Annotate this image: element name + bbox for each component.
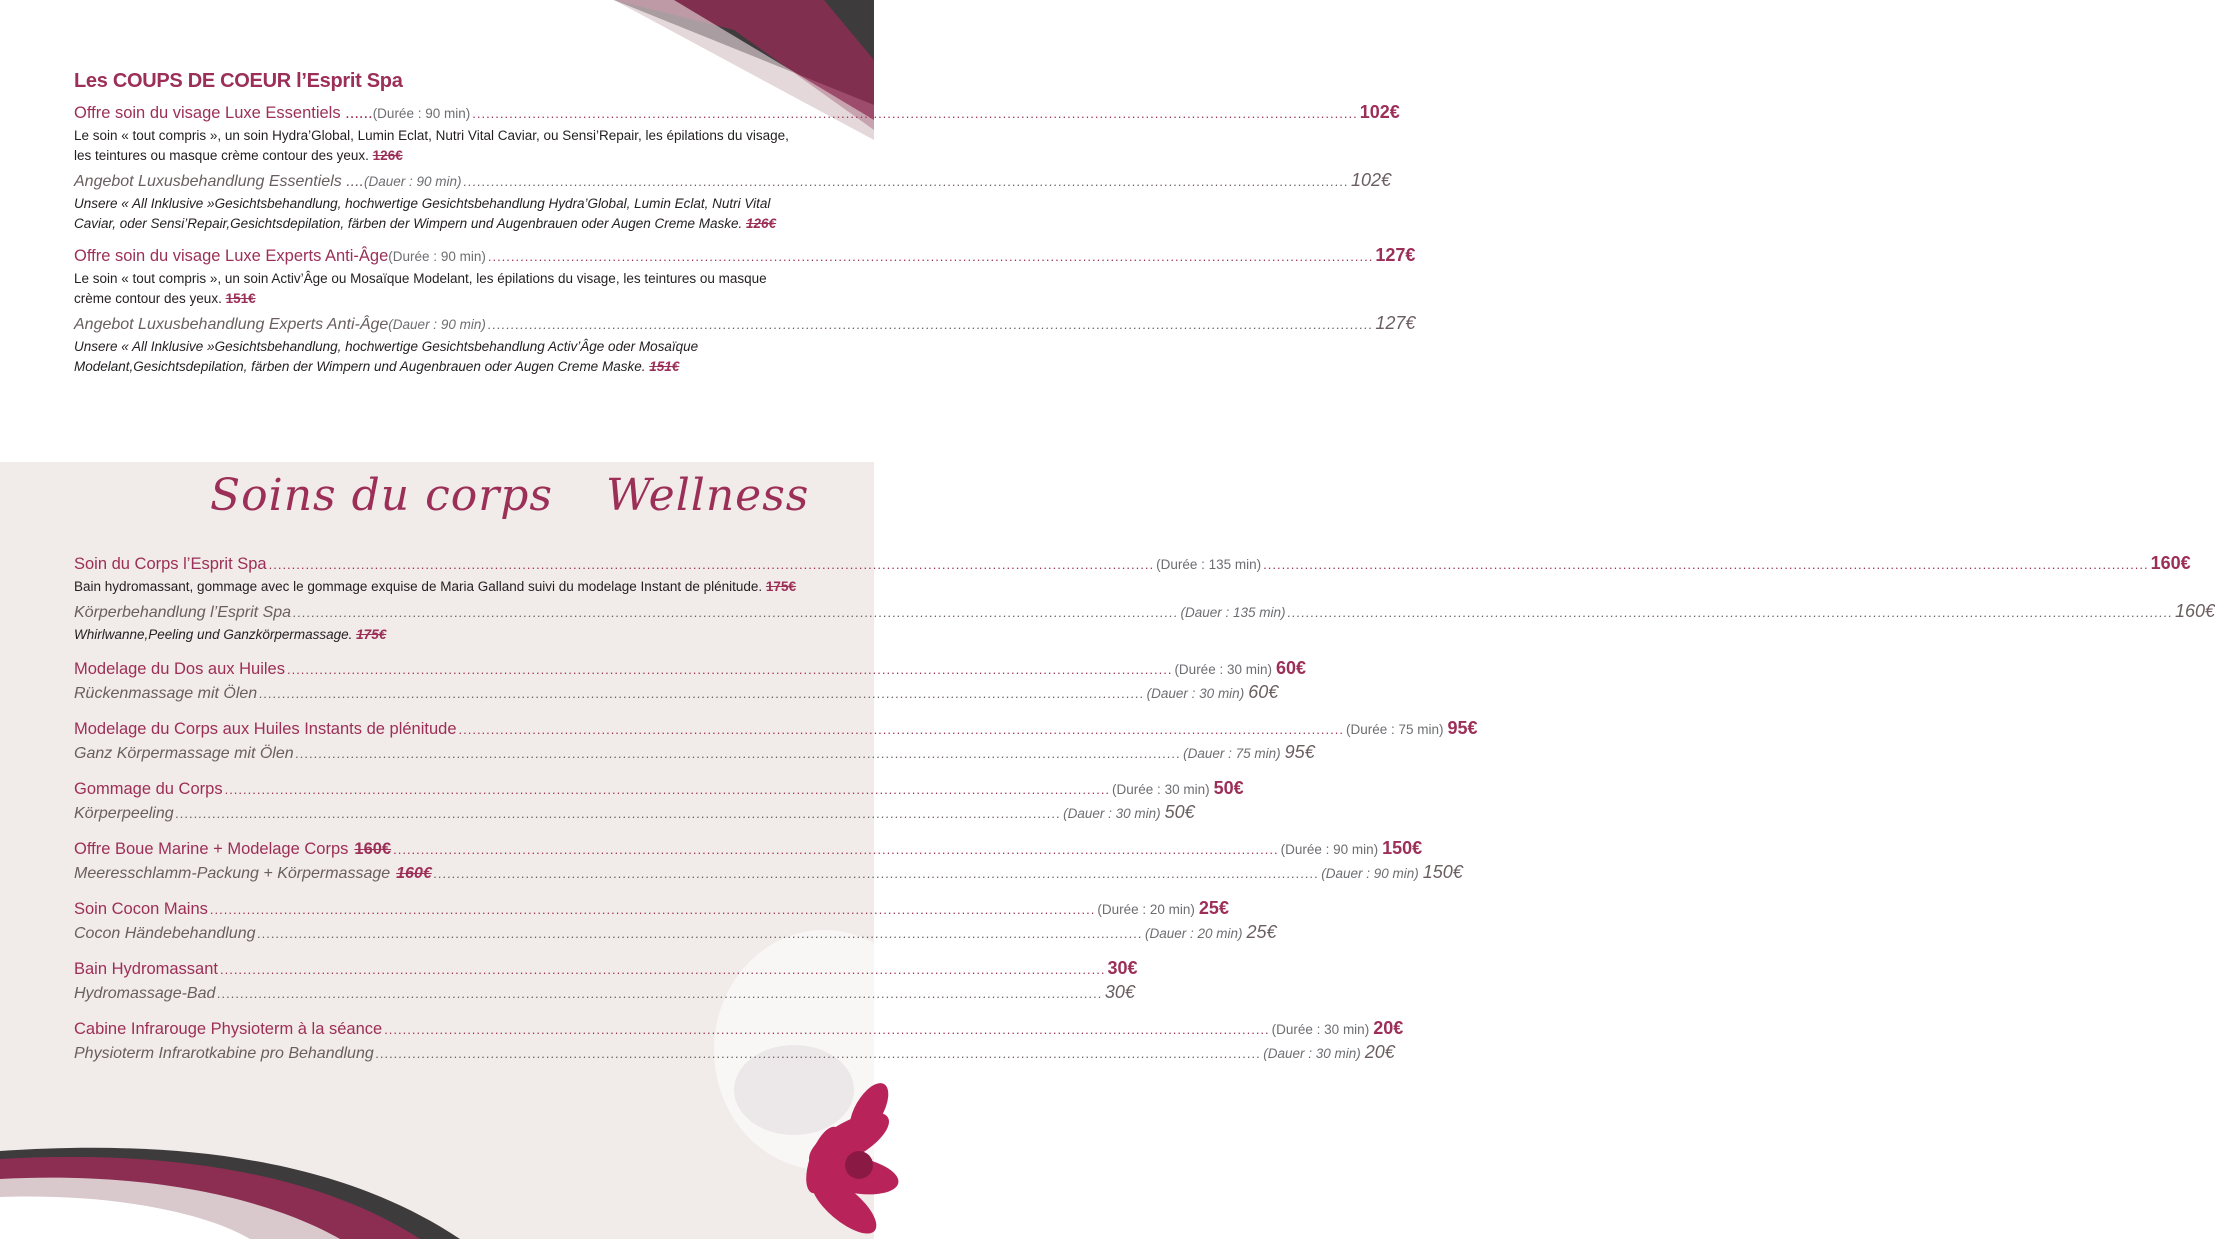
leader-dots	[259, 683, 1144, 705]
list-item	[74, 837, 1463, 885]
leader-dots	[287, 659, 1172, 681]
item-duration: (Dauer : 20 min)	[1144, 926, 1243, 941]
leader-dots	[293, 602, 1178, 624]
item-price: 95€	[1284, 742, 1315, 762]
item-duration: (Dauer : 30 min)	[1146, 686, 1245, 701]
leader-dots	[393, 839, 1278, 861]
old-price: 151€	[649, 359, 680, 374]
item-name: Bain Hydromassant	[74, 960, 218, 978]
leader-dots	[220, 959, 1105, 981]
price-line-de	[74, 801, 1195, 825]
price-line-de	[74, 681, 1279, 705]
item-duration: (Durée : 20 min)	[1097, 902, 1195, 917]
leader-dots	[376, 1043, 1261, 1065]
price-line-de	[74, 169, 1392, 193]
item-name: Soin Cocon Mains	[74, 900, 208, 918]
item-price: 102€	[1359, 102, 1400, 122]
item-price: 60€	[1275, 658, 1307, 678]
item-description-de: Unsere « All Inklusive »Gesichtsbehandlung, hochwertige Gesichtsbehandlung Hydra’Global, Lumin Eclat, Nutri Vital Caviar, oder Sensi’Repair,Gesichtsdepilation, färben der Wimpern und Augenbrauen oder Augen Creme Maske. 126€	[74, 196, 777, 231]
item-price: 150€	[1422, 862, 1463, 882]
item-price: 50€	[1213, 778, 1244, 798]
leader-dots	[464, 171, 1349, 193]
item-price: 150€	[1382, 838, 1423, 858]
old-price: 160€	[354, 840, 392, 858]
price-line-de	[74, 312, 1416, 336]
price-line-fr	[74, 777, 1244, 801]
item-duration: (Dauer : 75 min)	[1183, 746, 1281, 761]
item-name: Körperpeeling	[74, 805, 174, 822]
price-line-fr	[74, 957, 1138, 981]
item-name: Soin du Corps l’Esprit Spa	[74, 555, 267, 573]
item-name: Meeresschlamm-Packung + Körpermassage	[74, 865, 391, 882]
item-duration: (Dauer : 30 min)	[1063, 806, 1161, 821]
leader-dots	[472, 103, 1357, 125]
item-price: 25€	[1246, 922, 1277, 942]
item-name: Offre soin du visage Luxe Experts Anti-Âge	[74, 247, 389, 265]
item-duration: (Durée : 30 min)	[1112, 782, 1210, 797]
item-duration: (Dauer : 90 min)	[388, 317, 486, 332]
old-price: 126€	[372, 148, 403, 163]
old-price: 160€	[396, 865, 432, 882]
list-item	[74, 777, 1244, 825]
list-item	[74, 957, 1138, 1005]
price-line-de	[74, 1041, 1395, 1065]
corner-ribbon-bottom	[0, 1119, 874, 1239]
body-items	[74, 657, 1478, 1065]
leader-dots	[225, 779, 1110, 801]
price-line-de	[74, 921, 1277, 945]
item-name: Modelage du Dos aux Huiles	[74, 660, 285, 678]
list-item	[74, 897, 1277, 945]
item-price: 30€	[1104, 982, 1135, 1002]
item-description-fr: Le soin « tout compris », un soin Hydra’Global, Lumin Eclat, Nutri Vital Caviar, ou Sensi’Repair, les épilations du visage, les teintures ou masque crème contour des yeux. 126€	[74, 128, 789, 163]
item-price: 30€	[1107, 958, 1138, 978]
item-price: 160€	[2150, 553, 2191, 573]
item-price: 127€	[1375, 313, 1416, 333]
leader-dots	[434, 863, 1319, 885]
item-name: Rückenmassage mit Ölen	[74, 685, 258, 702]
item-name: Cocon Händebehandlung	[74, 925, 256, 942]
list-item	[74, 657, 1307, 705]
price-line-fr	[74, 717, 1478, 741]
item-name: Ganz Körpermassage mit Ölen	[74, 745, 294, 762]
body-care-list	[74, 552, 2215, 1077]
script-heading-de: Wellness	[606, 470, 810, 521]
old-price: 151€	[225, 291, 256, 306]
price-line-de	[74, 600, 2215, 624]
item-duration: (Durée : 90 min)	[388, 249, 486, 264]
leader-dots	[210, 899, 1095, 921]
item-duration: (Durée : 90 min)	[1280, 842, 1379, 857]
leader-dots	[488, 314, 1373, 336]
item-name: Hydromassage-Bad	[74, 985, 216, 1002]
item-price: 95€	[1447, 718, 1478, 738]
leader-dots	[1288, 602, 2173, 624]
item-name: Gommage du Corps	[74, 780, 223, 798]
price-line-de	[74, 741, 1315, 765]
price-line-fr	[74, 837, 1423, 861]
item-duration: (Dauer : 90 min)	[363, 174, 462, 189]
leader-dots	[296, 743, 1181, 765]
price-line-fr	[74, 244, 1416, 268]
old-price: 126€	[746, 216, 777, 231]
list-item	[74, 552, 2215, 645]
item-duration: (Durée : 30 min)	[1271, 1022, 1370, 1037]
item-description-fr: Bain hydromassant, gommage avec le gommage exquise de Maria Galland suivi du modelage Instant de plénitude. 175€	[74, 579, 796, 594]
leader-dots	[459, 719, 1344, 741]
item-duration: (Durée : 90 min)	[372, 106, 471, 121]
price-line-fr	[74, 897, 1229, 921]
offer-luxe-experts	[74, 244, 1416, 377]
item-name: Modelage du Corps aux Huiles Instants de plénitude	[74, 720, 457, 738]
price-line-fr	[74, 101, 1400, 125]
item-name: Physioterm Infrarotkabine pro Behandlung	[74, 1045, 374, 1062]
leader-dots	[176, 803, 1061, 825]
price-line-fr	[74, 657, 1307, 681]
item-name: Offre soin du visage Luxe Essentiels ......	[74, 104, 373, 122]
item-duration: (Dauer : 90 min)	[1321, 866, 1419, 881]
old-price: 175€	[356, 627, 387, 642]
item-description-de: Unsere « All Inklusive »Gesichtsbehandlung, hochwertige Gesichtsbehandlung Activ’Âge oder Mosaïque Modelant,Gesichtsdepilation, färben der Wimpern und Augenbrauen oder Augen Creme Maske. 151€	[74, 339, 699, 374]
item-duration: (Dauer : 135 min)	[1180, 605, 1286, 620]
item-duration: (Dauer : 30 min)	[1263, 1046, 1361, 1061]
script-heading-fr: Soins du corps	[210, 470, 554, 521]
item-price: 60€	[1248, 682, 1279, 702]
offer-luxe-essentiels	[74, 101, 1400, 234]
item-description-fr: Le soin « tout compris », un soin Activ’Âge ou Mosaïque Modelant, les épilations du visage, les teintures ou masque crème contour des yeux. 151€	[74, 271, 767, 306]
item-name: Angebot Luxusbehandlung Essentiels ....	[74, 173, 364, 190]
item-name: Angebot Luxusbehandlung Experts Anti-Âge	[74, 316, 389, 333]
leader-dots	[257, 923, 1142, 945]
item-name: Cabine Infrarouge Physioterm à la séance	[74, 1020, 383, 1038]
script-heading-soins-wellness	[210, 470, 810, 540]
item-duration: (Durée : 135 min)	[1156, 557, 1262, 572]
old-price: 175€	[765, 579, 796, 594]
item-name: Körperbehandlung l’Esprit Spa	[74, 604, 292, 621]
list-item	[74, 1017, 1404, 1065]
list-item	[74, 717, 1478, 765]
price-line-fr	[74, 1017, 1404, 1041]
item-duration: (Durée : 30 min)	[1174, 662, 1272, 677]
price-line-de	[74, 861, 1463, 885]
leader-dots	[217, 983, 1102, 1005]
item-price: 102€	[1351, 170, 1392, 190]
item-price: 20€	[1373, 1018, 1404, 1038]
leader-dots	[384, 1019, 1269, 1041]
price-line-fr	[74, 552, 2191, 576]
item-duration: (Durée : 75 min)	[1345, 722, 1444, 737]
item-price: 20€	[1364, 1042, 1395, 1062]
item-price: 25€	[1198, 898, 1229, 918]
coups-de-coeur-section	[74, 70, 1416, 383]
leader-dots	[488, 246, 1373, 268]
item-description-de: Whirlwanne,Peeling und Ganzkörpermassage. 175€	[74, 627, 387, 642]
leader-dots	[1263, 554, 2148, 576]
leader-dots	[269, 554, 1154, 576]
item-name: Offre Boue Marine + Modelage Corps	[74, 840, 349, 858]
price-line-de	[74, 981, 1135, 1005]
section-title-coups: Les COUPS DE COEUR l’Esprit Spa	[74, 70, 403, 92]
item-price: 50€	[1164, 802, 1195, 822]
item-price: 127€	[1375, 245, 1416, 265]
item-price: 160€	[2175, 601, 2215, 621]
